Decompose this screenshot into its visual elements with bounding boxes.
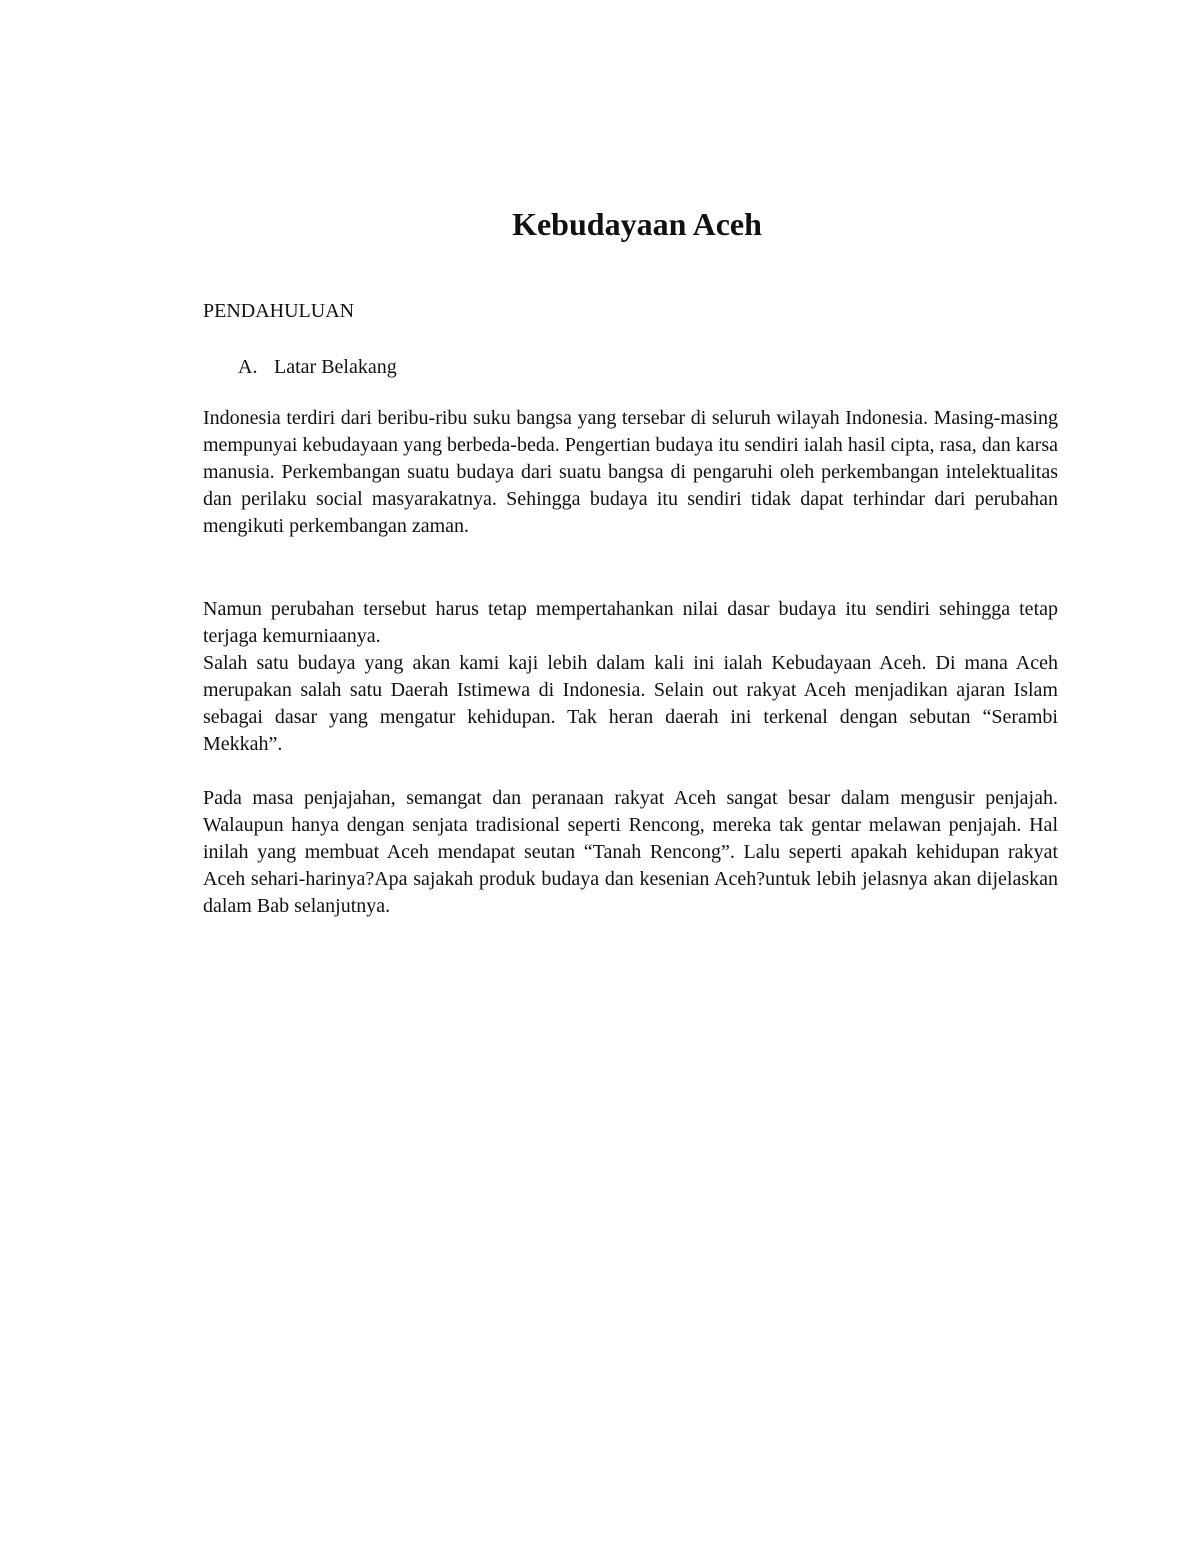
paragraph-aceh-culture: Salah satu budaya yang akan kami kaji lebih dalam kali ini ialah Kebudayaan Aceh. Di mana Aceh merupakan salah satu Daerah Istimewa di Indonesia. Selain out rakyat Aceh menjadikan ajaran Islam sebagai dasar yang mengatur kehidupan. Tak heran daerah ini terkenal dengan sebutan “Serambi Mekkah”. xyxy=(203,652,1058,755)
subsection-heading xyxy=(238,354,397,380)
paragraph-preservation: Namun perubahan tersebut harus tetap mempertahankan nilai dasar budaya itu sendiri sehingga tetap terjaga kemurniaanya. xyxy=(203,598,1058,647)
document-title: Kebudayaan Aceh xyxy=(512,206,762,242)
section-heading: PENDAHULUAN xyxy=(203,300,355,322)
paragraph-colonial-era: Pada masa penjajahan, semangat dan peranaan rakyat Aceh sangat besar dalam mengusir penjajah. Walaupun hanya dengan senjata tradisional seperti Rencong, mereka tak gentar melawan penjajah. Hal inilah yang membuat Aceh mendapat seutan “Tanah Rencong”. Lalu seperti apakah kehidupan rakyat Aceh sehari-harinya?Apa sajakah produk budaya dan kesenian Aceh?untuk lebih jelasnya akan dijelaskan dalam Bab selanjutnya. xyxy=(203,787,1058,917)
subsection-marker: A. xyxy=(238,356,258,378)
paragraph-intro: Indonesia terdiri dari beribu-ribu suku bangsa yang tersebar di seluruh wilayah Indonesia. Masing-masing mempunyai kebudayaan yang berbeda-beda. Pengertian budaya itu sendiri ialah hasil cipta, rasa, dan karsa manusia. Perkembangan suatu budaya dari suatu bangsa di pengaruhi oleh perkembangan intelektualitas dan perilaku social masyarakatnya. Sehingga budaya itu sendiri tidak dapat terhindar dari perubahan mengikuti perkembangan zaman. xyxy=(203,407,1058,537)
subsection-label: Latar Belakang xyxy=(274,356,397,378)
